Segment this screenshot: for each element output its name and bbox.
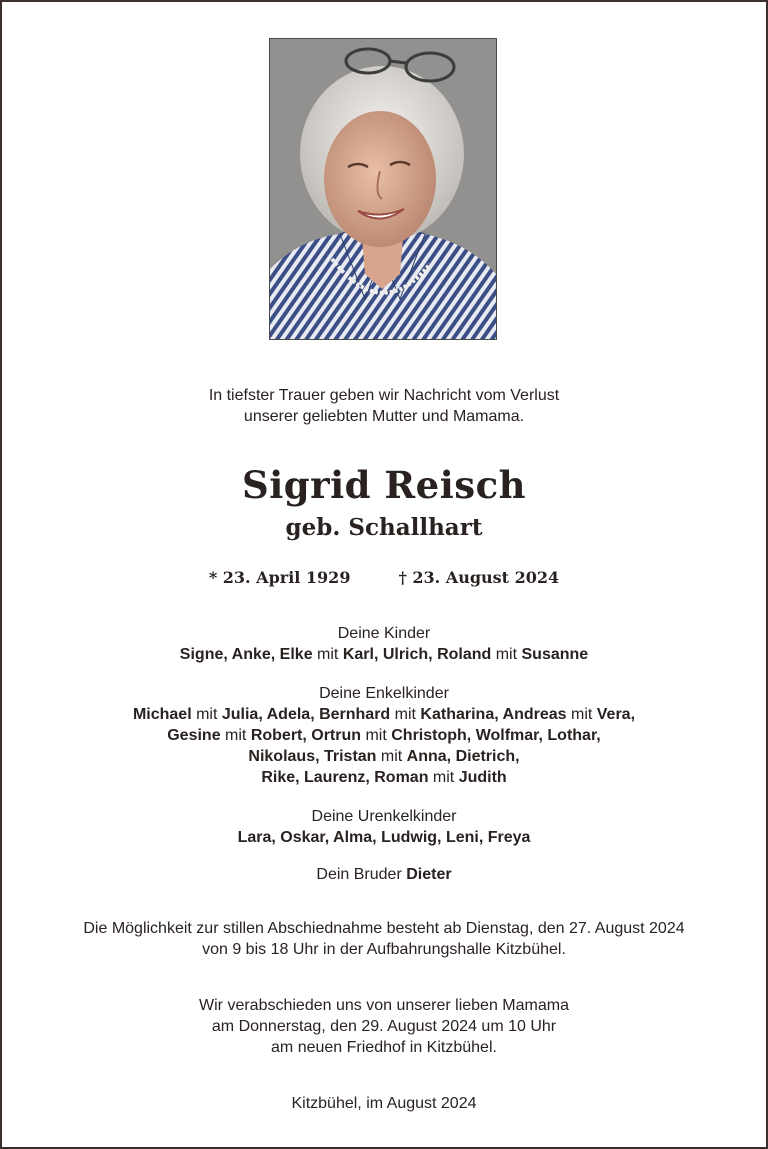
farewell-line: am neuen Friedhof in Kitzbühel. — [271, 1039, 497, 1056]
names: Vera, — [596, 706, 636, 723]
names: Judith — [458, 769, 507, 786]
children-section — [0, 623, 768, 665]
names: Lara, Oskar, Alma, Ludwig, Leni, Freya — [237, 829, 531, 846]
portrait-photo — [269, 38, 497, 340]
grandchildren-names — [0, 767, 768, 788]
farewell-info — [0, 995, 768, 1058]
children-names — [0, 644, 768, 665]
connector: mit — [376, 748, 407, 765]
intro-line: In tiefster Trauer geben wir Nachricht vom Verlust — [208, 387, 560, 404]
brother-label: Dein Bruder — [316, 866, 407, 883]
portrait-image — [270, 39, 496, 339]
grandchildren-heading: Deine Enkelkinder — [319, 685, 449, 702]
children-heading: Deine Kinder — [337, 625, 431, 642]
names: Christoph, Wolfmar, Lothar, — [391, 727, 601, 744]
great-grandchildren-section — [0, 806, 768, 848]
deceased-name: Sigrid Reisch — [241, 463, 527, 507]
names: Michael — [132, 706, 192, 723]
farewell-line: Wir verabschieden uns von unserer lieben Mamama — [199, 997, 569, 1014]
connector: mit — [220, 727, 251, 744]
names: Karl, Ulrich, Roland — [342, 646, 492, 663]
viewing-line: Die Möglichkeit zur stillen Abschiednahme besteht ab Dienstag, den 27. August 2024 — [83, 920, 685, 937]
farewell-line: am Donnerstag, den 29. August 2024 um 10 Uhr — [211, 1018, 557, 1035]
brother-section — [0, 864, 768, 885]
connector: mit — [361, 727, 392, 744]
connector: mit — [312, 646, 343, 663]
grandchildren-names — [0, 704, 768, 725]
names: Julia, Adela, Bernhard — [221, 706, 391, 723]
names: Susanne — [521, 646, 589, 663]
great-grandchildren-heading: Deine Urenkelkinder — [311, 808, 457, 825]
connector: mit — [428, 769, 459, 786]
names: Gesine — [167, 727, 221, 744]
names: Anna, Dietrich, — [406, 748, 520, 765]
intro-text — [0, 385, 768, 427]
grandchildren-section — [0, 683, 768, 788]
life-dates — [0, 567, 768, 589]
connector: mit — [491, 646, 522, 663]
grandchildren-names — [0, 725, 768, 746]
connector: mit — [566, 706, 597, 723]
viewing-line: von 9 bis 18 Uhr in der Aufbahrungshalle Kitzbühel. — [202, 941, 566, 958]
great-grandchildren-names — [0, 827, 768, 848]
grandchildren-names — [0, 746, 768, 767]
names: Katharina, Andreas — [420, 706, 567, 723]
birth-date: * 23. April 1929 — [208, 568, 351, 587]
names: Nikolaus, Tristan — [248, 748, 377, 765]
brother-name: Dieter — [406, 866, 452, 883]
connector: mit — [191, 706, 222, 723]
viewing-info — [0, 918, 768, 960]
connector: mit — [390, 706, 421, 723]
death-date: † 23. August 2024 — [398, 568, 560, 587]
intro-line: unserer geliebten Mutter und Mamama. — [243, 408, 525, 425]
names: Rike, Laurenz, Roman — [261, 769, 429, 786]
names: Robert, Ortrun — [250, 727, 362, 744]
brother-line — [0, 864, 768, 885]
place-date: Kitzbühel, im August 2024 — [291, 1095, 477, 1112]
names: Signe, Anke, Elke — [179, 646, 313, 663]
birth-name: geb. Schallhart — [285, 514, 483, 541]
